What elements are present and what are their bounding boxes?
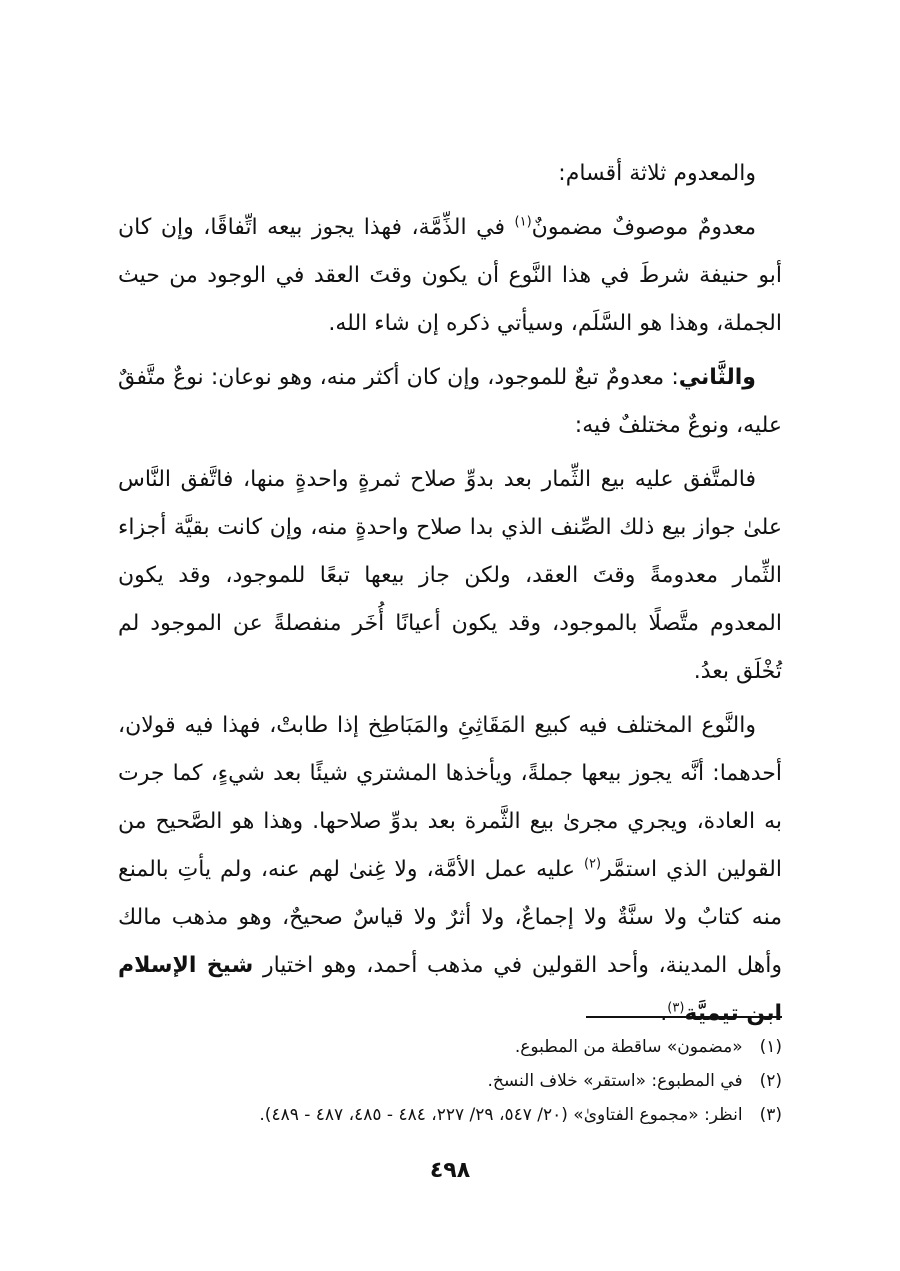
footnote-ref-1[interactable]: (١) bbox=[514, 214, 532, 230]
footnote-number: (٢) bbox=[759, 1071, 782, 1091]
paragraph-text: عليه عمل الأمَّة، ولا غِنىٰ لهم عنه، ولم يأتِ بالمنع منه كتابٌ ولا سنَّةٌ ولا إجماعٌ، ولا أثرٌ ولا قياسٌ صحيحٌ، وهو مذهب مالك وأهل المدينة، وأحد القولين في مذهب أحمد، وهو اختيار bbox=[118, 857, 782, 978]
page-number: ٤٩٨ bbox=[429, 1158, 471, 1183]
intro-text: والمعدوم ثلاثة أقسام: bbox=[558, 161, 756, 186]
paragraph-intro bbox=[118, 150, 782, 198]
paragraph-text: : معدومٌ تبعٌ للموجود، وإن كان أكثر منه، وهو نوعان: نوعٌ متَّفقٌ عليه، ونوعٌ مختلفٌ فيه: bbox=[118, 365, 782, 438]
bold-name: شيخ الإسلام ابن تيميَّة bbox=[118, 953, 782, 1026]
paragraph-agreed-type bbox=[118, 456, 782, 696]
footnote-text: انظر: «مجموع الفتاوىٰ» (٢٠/ ٥٤٧، ٢٩/ ٢٢٧، ٤٨٤ - ٤٨٥، ٤٨٧ - ٤٨٩). bbox=[259, 1105, 743, 1125]
footnote-number: (١) bbox=[759, 1037, 782, 1057]
paragraph-text: معدومٌ موصوفٌ مضمونٌ bbox=[531, 215, 756, 240]
main-text bbox=[118, 150, 782, 1044]
footnote-number: (٣) bbox=[759, 1105, 782, 1125]
paragraph-text: في الذِّمَّة، فهذا يجوز بيعه اتِّفاقًا، وإن كان أبو حنيفة شرطَ في هذا النَّوع أن يكون وقتَ العقد في الوجود من حيث الجملة، وهذا هو السَّلَم، وسيأتي ذكره إن شاء الله. bbox=[118, 215, 782, 336]
footnote-item bbox=[118, 1064, 782, 1098]
paragraph-first-type bbox=[118, 204, 782, 348]
paragraph-text: والنَّوع المختلف فيه كبيع المَقَاثِئِ والمَبَاطِخ إذا طابتْ، فهذا فيه قولان، أحدهما: أنَّه يجوز بيعها جملةً، ويأخذها المشتري شيئًا بعد شيءٍ، كما جرت به العادة، ويجري مجرىٰ بيع الثَّمرة بعد بدوِّ صلاحها. وهذا هو الصَّحيح من القولين الذي استمَّر bbox=[118, 713, 782, 882]
bold-term: والثَّاني bbox=[678, 365, 756, 390]
footnote-text: في المطبوع: «استقر» خلاف النسخ. bbox=[487, 1071, 743, 1091]
footnote-ref-2[interactable]: (٢) bbox=[583, 856, 602, 872]
footnotes bbox=[118, 1030, 782, 1132]
paragraph-text: . bbox=[660, 1001, 668, 1026]
footnote-item bbox=[118, 1030, 782, 1064]
paragraph-second-type bbox=[118, 354, 782, 450]
footnote-ref-3[interactable]: (٣) bbox=[667, 1000, 685, 1016]
footnote-divider bbox=[586, 1016, 782, 1018]
footnote-item bbox=[118, 1098, 782, 1132]
footnote-text: «مضمون» ساقطة من المطبوع. bbox=[514, 1037, 743, 1057]
paragraph-disputed-type bbox=[118, 702, 782, 1038]
paragraph-text: فالمتَّفق عليه بيع الثِّمار بعد بدوِّ صلاح ثمرةٍ واحدةٍ منها، فاتَّفق النَّاس علىٰ جواز بيع ذلك الصِّنف الذي بدا صلاح واحدةٍ منه، وإن كانت بقيَّة أجزاء الثِّمار معدومةً وقتَ العقد، ولكن جاز بيعها تبعًا للموجود، وقد يكون المعدوم متَّصلًا بالموجود، وقد يكون أعيانًا أُخَر منفصلةً عن الموجود لم تُخْلَق بعدُ. bbox=[118, 467, 782, 684]
